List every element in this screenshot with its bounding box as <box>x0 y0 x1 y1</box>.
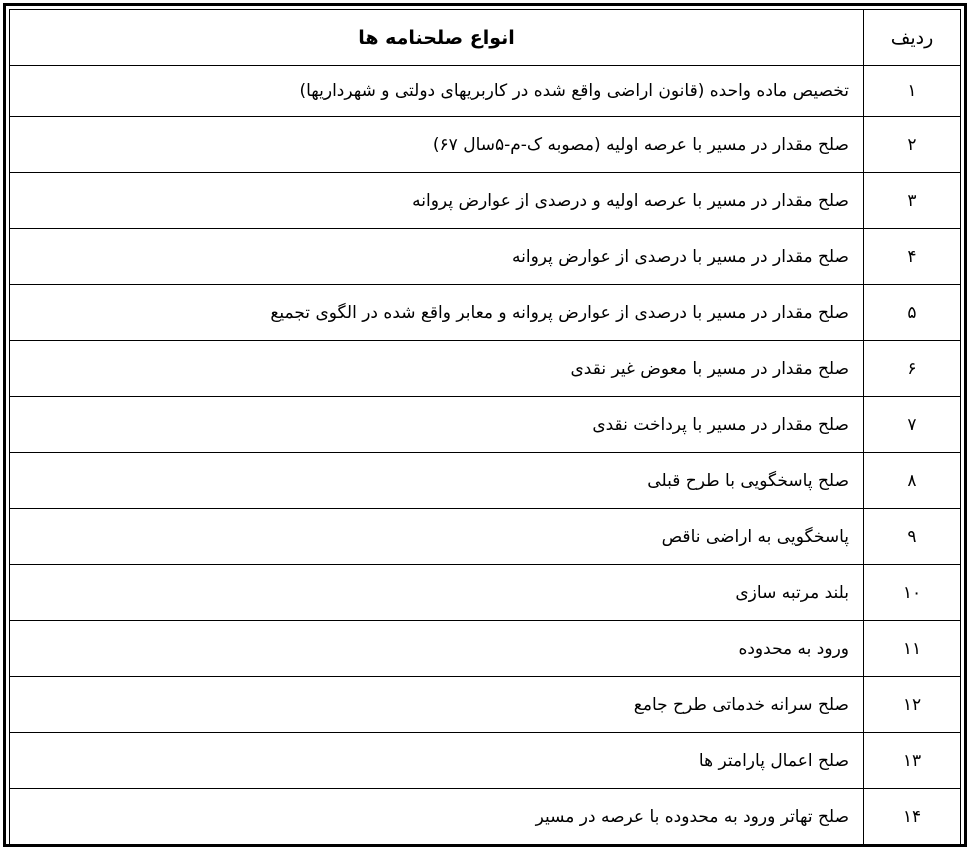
table-row <box>10 565 961 621</box>
row-number: ۴ <box>864 229 961 285</box>
row-number: ۱ <box>864 66 961 117</box>
settlement-type: بلند مرتبه سازی <box>10 565 864 621</box>
table-row <box>10 285 961 341</box>
settlement-type: صلح مقدار در مسیر با عرصه اولیه و درصدی از عوارض پروانه <box>10 173 864 229</box>
settlement-type: صلح اعمال پارامتر ها <box>10 733 864 789</box>
row-number: ۲ <box>864 117 961 173</box>
settlement-type: صلح تهاتر ورود به محدوده با عرصه در مسیر <box>10 789 864 845</box>
table-row <box>10 229 961 285</box>
settlement-type: صلح مقدار در مسیر با درصدی از عوارض پروانه <box>10 229 864 285</box>
settlement-types-table <box>9 9 961 845</box>
table-row <box>10 509 961 565</box>
row-number: ۱۲ <box>864 677 961 733</box>
table-row <box>10 677 961 733</box>
settlement-types-header: انواع صلحنامه ها <box>10 10 864 66</box>
table-row <box>10 789 961 845</box>
table-row <box>10 66 961 117</box>
settlement-type: صلح مقدار در مسیر با درصدی از عوارض پروانه و معابر واقع شده در الگوی تجمیع <box>10 285 864 341</box>
settlement-type: پاسخگویی به اراضی ناقص <box>10 509 864 565</box>
row-number: ۱۰ <box>864 565 961 621</box>
row-number: ۱۴ <box>864 789 961 845</box>
settlement-type: صلح مقدار در مسیر با پرداخت نقدی <box>10 397 864 453</box>
table-row <box>10 621 961 677</box>
table-row <box>10 341 961 397</box>
table-row <box>10 117 961 173</box>
settlement-type: تخصیص ماده واحده (قانون اراضی واقع شده در کاربریهای دولتی و شهرداریها) <box>10 66 864 117</box>
row-number: ۷ <box>864 397 961 453</box>
row-number: ۳ <box>864 173 961 229</box>
table-row <box>10 453 961 509</box>
row-number: ۶ <box>864 341 961 397</box>
settlement-type: صلح پاسخگویی با طرح قبلی <box>10 453 864 509</box>
settlement-type: صلح مقدار در مسیر با عرصه اولیه (مصوبه ک-م-۵سال ۶۷) <box>10 117 864 173</box>
row-number: ۹ <box>864 509 961 565</box>
table-row <box>10 173 961 229</box>
settlement-type: ورود به محدوده <box>10 621 864 677</box>
table-row <box>10 397 961 453</box>
settlement-type: صلح مقدار در مسیر با معوض غیر نقدی <box>10 341 864 397</box>
row-number: ۵ <box>864 285 961 341</box>
table-header-row <box>10 10 961 66</box>
row-number: ۸ <box>864 453 961 509</box>
settlement-type: صلح سرانه خدماتی طرح جامع <box>10 677 864 733</box>
row-number: ۱۱ <box>864 621 961 677</box>
table-row <box>10 733 961 789</box>
row-number-header: ردیف <box>864 10 961 66</box>
row-number: ۱۳ <box>864 733 961 789</box>
